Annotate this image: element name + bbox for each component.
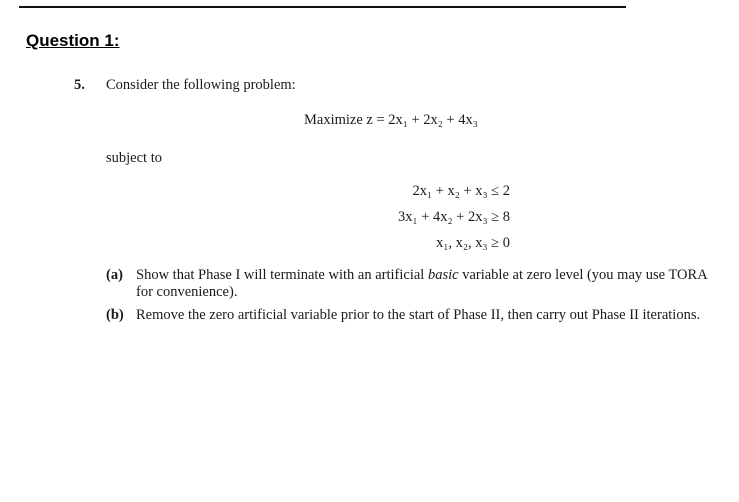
part-a-label: (a) xyxy=(106,267,123,283)
part-b-label: (b) xyxy=(106,307,124,323)
question-heading: Question 1: xyxy=(26,31,120,50)
part-a-text-before: Show that Phase I will terminate with an artificial xyxy=(136,267,428,283)
nonnegativity-constraint: x₁, x₂, x₃ ≥ 0 xyxy=(436,235,510,251)
part-a-emphasis: basic xyxy=(427,267,459,283)
part-a xyxy=(106,267,716,301)
problem-number: 5. xyxy=(74,77,85,93)
problem-intro: Consider the following problem: xyxy=(106,77,296,93)
part-a-text xyxy=(136,267,716,301)
part-b xyxy=(106,307,716,324)
objective-function: Maximize z = 2x₁ + 2x₂ + 4x₃ xyxy=(304,112,478,128)
problem-parts xyxy=(106,267,716,330)
constraint-list xyxy=(330,178,510,256)
top-rule xyxy=(19,6,626,8)
constraint-2: 3x₁ + 4x₂ + 2x₃ ≥ 8 xyxy=(398,209,510,225)
subject-to-label: subject to xyxy=(106,150,162,166)
constraint-1: 2x₁ + x₂ + x₃ ≤ 2 xyxy=(412,183,510,199)
part-b-text: Remove the zero artificial variable prior to the start of Phase II, then carry out Phase II iterations. xyxy=(136,307,701,323)
part-a-text-after: variable at zero level (you may use TORA for convenience). xyxy=(136,267,707,300)
